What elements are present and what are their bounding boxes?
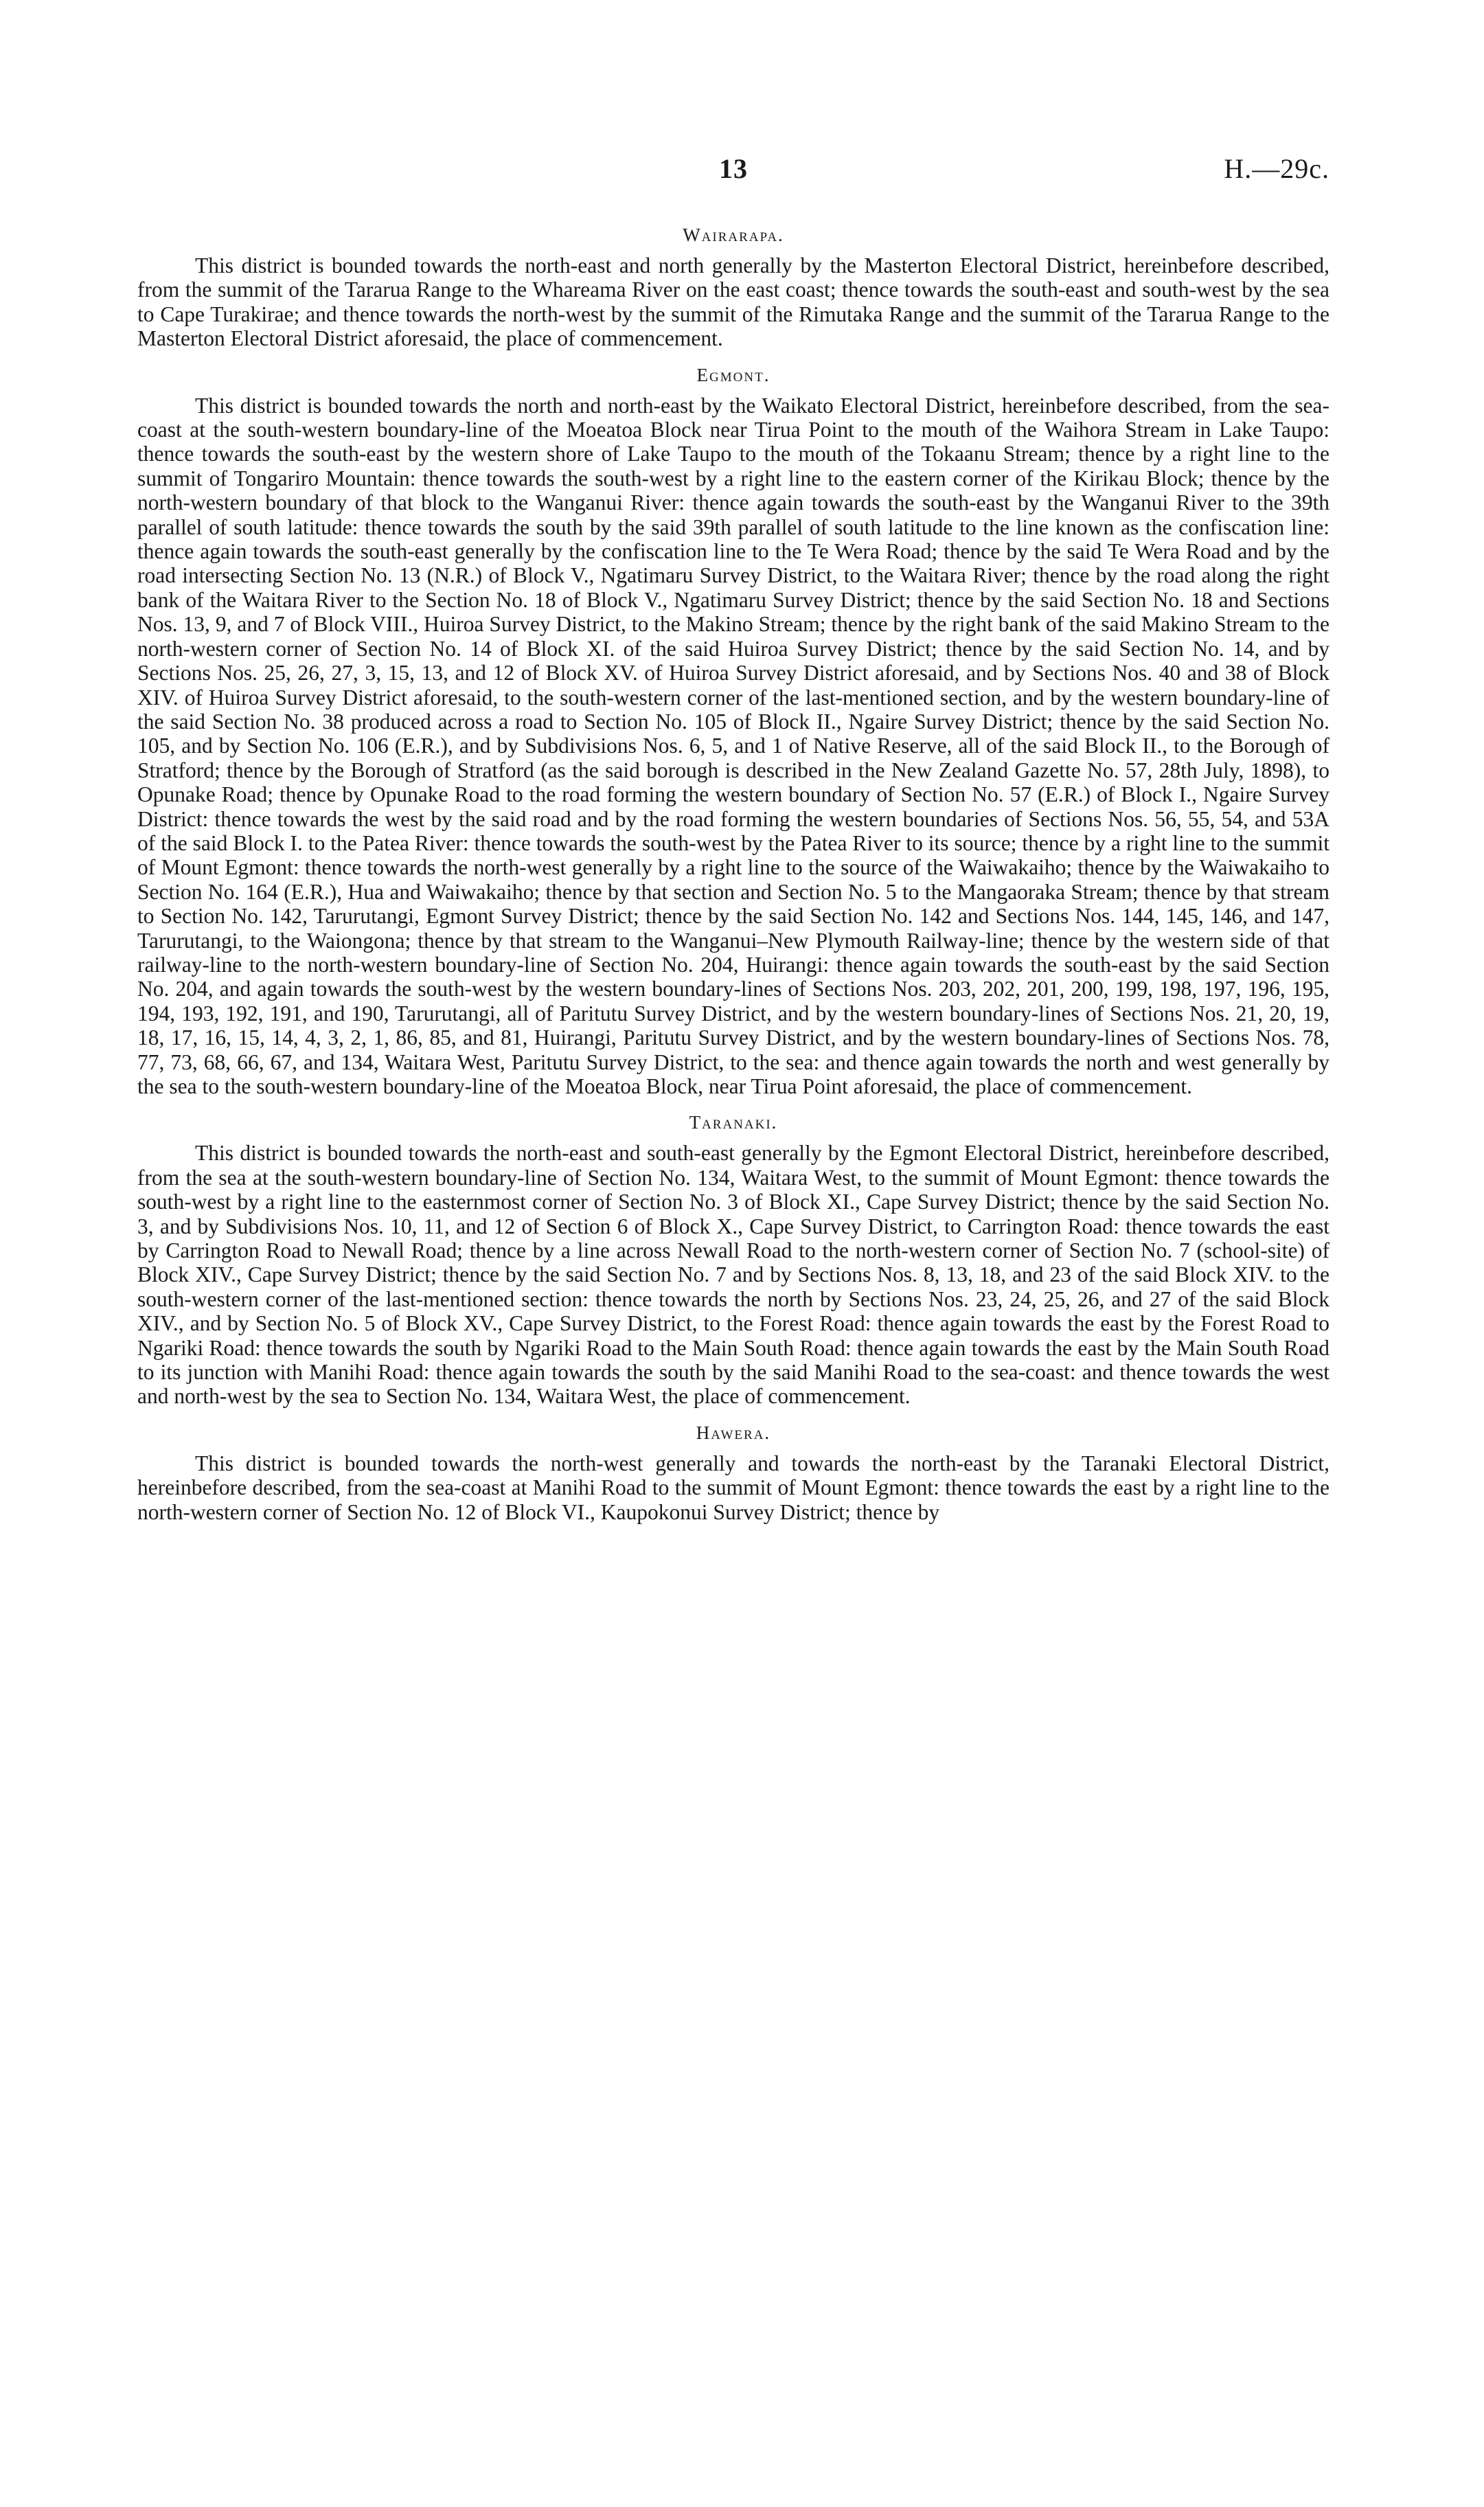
page-number: 13 <box>719 153 748 184</box>
section-wairarapa <box>137 223 1329 351</box>
document-body <box>137 223 1329 1536</box>
section-paragraph: This district is bounded towards the north-east and south-east generally by the Egmont Electoral District, hereinbefore described, from the sea at the south-western boundary-line of Section No. 134, Waitara West, to the summit of Mount Egmont: thence towards the south-west by a right line to the easternmost corner of Section No. 3 of Block XI., Cape Survey District; thence by the said Section No. 3, and by Subdivisions Nos. 10, 11, and 12 of Section 6 of Block X., Cape Survey District, to Carrington Road: thence towards the east by Carrington Road to Newall Road; thence by a line across Newall Road to the north-western corner of Section No. 7 (school-site) of Block XIV., Cape Survey District; thence by the said Section No. 7 and by Sections Nos. 8, 13, 18, and 23 of the said Block XIV. to the south-western corner of the last-mentioned section: thence towards the north by Sections Nos. 23, 24, 25, 26, and 27 of the said Block XIV., and by Section No. 5 of Block XV., Cape Survey District, to the Forest Road: thence again towards the east by the Forest Road to Ngariki Road: thence towards the south by Ngariki Road to the Main South Road: thence again towards the east by the Main South Road to its junction with Manihi Road: thence again towards the south by the said Manihi Road to the sea-coast: and thence towards the west and north-west by the sea to Section No. 134, Waitara West, the place of commencement. <box>137 1141 1329 1409</box>
section-egmont <box>137 363 1329 1099</box>
section-taranaki <box>137 1111 1329 1408</box>
section-paragraph: This district is bounded towards the north and north-east by the Waikato Electoral District, hereinbefore described, from the sea-coast at the south-western boundary-line of the Moeatoa Block near Tirua Point to the mouth of the Waihora Stream in Lake Taupo: thence towards the south-east by the western shore of Lake Taupo to the mouth of the Tokaanu Stream; thence by a right line to the summit of Tongariro Mountain: thence towards the south-west by a right line to the eastern corner of the Kirikau Block; thence by the north-western boundary of that block to the Wanganui River: thence again towards the south-east by the Wanganui River to the 39th parallel of south latitude: thence towards the south by the said 39th parallel of south latitude to the line known as the confiscation line: thence again towards the south-east generally by the confiscation line to the Te Wera Road; thence by the said Te Wera Road and by the road intersecting Section No. 13 (N.R.) of Block V., Ngatimaru Survey District, to the Waitara River; thence by the road along the right bank of the Waitara River to the Section No. 18 of Block V., Ngatimaru Survey District; thence by the said Section No. 18 and Sections Nos. 13, 9, and 7 of Block VIII., Huiroa Survey District, to the Makino Stream; thence by the right bank of the said Makino Stream to the north-western corner of Section No. 14 of Block XI. of the said Huiroa Survey District; thence by the said Section No. 14, and by Sections Nos. 25, 26, 27, 3, 15, 13, and 12 of Block XV. of Huiroa Survey District aforesaid, and by Sections Nos. 40 and 38 of Block XIV. of Huiroa Survey District aforesaid, to the south-western corner of the last-mentioned section, and by the western boundary-line of the said Section No. 38 produced across a road to Section No. 105 of Block II., Ngaire Survey District; thence by the said Section No. 105, and by Section No. 106 (E.R.), and by Subdivisions Nos. 6, 5, and 1 of Native Reserve, all of the said Block II., to the Borough of Stratford; thence by the Borough of Stratford (as the said borough is described in the New Zealand Gazette No. 57, 28th July, 1898), to Opunake Road; thence by Opunake Road to the road forming the western boundary of Section No. 57 (E.R.) of Block I., Ngaire Survey District: thence towards the west by the said road and by the road forming the western boundaries of Sections Nos. 56, 55, 54, and 53A of the said Block I. to the Patea River: thence towards the south-west by the Patea River to its source; thence by a right line to the summit of Mount Egmont: thence towards the north-west generally by a right line to the source of the Waiwakaiho; thence by the Waiwakaiho to Section No. 164 (E.R.), Hua and Waiwakaiho; thence by that section and Section No. 5 to the Mangaoraka Stream; thence by that stream to Section No. 142, Tarurutangi, Egmont Survey District; thence by the said Section No. 142 and Sections Nos. 144, 145, 146, and 147, Tarurutangi, to the Waiongona; thence by that stream to the Wanganui–New Plymouth Railway-line; thence by the western side of that railway-line to the north-western boundary-line of Section No. 204, Huirangi: thence again towards the south-east by the said Section No. 204, and again towards the south-west by the western boundary-lines of Sections Nos. 203, 202, 201, 200, 199, 198, 197, 196, 195, 194, 193, 192, 191, and 190, Tarurutangi, all of Paritutu Survey District, and by the western boundary-lines of Sections Nos. 21, 20, 19, 18, 17, 16, 15, 14, 4, 3, 2, 1, 86, 85, and 81, Huirangi, Paritutu Survey District, and by the western boundary-lines of Sections Nos. 78, 77, 73, 68, 66, 67, and 134, Waitara West, Paritutu Survey District, to the sea: and thence again towards the north and west generally by the sea to the south-western boundary-line of the Moeatoa Block, near Tirua Point aforesaid, the place of commencement. <box>137 393 1329 1098</box>
section-heading: Wairarapa. <box>683 225 784 245</box>
section-heading: Hawera. <box>696 1422 771 1443</box>
section-heading: Taranaki. <box>689 1112 778 1133</box>
document-reference: H.—29c. <box>1224 153 1329 184</box>
section-paragraph: This district is bounded towards the north-east and north generally by the Masterton Electoral District, hereinbefore described, from the summit of the Tararua Range to the Whareama River on the east coast; thence towards the south-east and south-west by the sea to Cape Turakirae; and thence towards the north-west by the summit of the Rimutaka Range and the summit of the Tararua Range to the Masterton Electoral District aforesaid, the place of commencement. <box>137 253 1329 351</box>
section-hawera <box>137 1421 1329 1524</box>
section-paragraph: This district is bounded towards the north-west generally and towards the north-east by the Taranaki Electoral District, hereinbefore described, from the sea-coast at Manihi Road to the summit of Mount Egmont: thence towards the east by a right line to the north-western corner of Section No. 12 of Block VI., Kaupokonui Survey District; thence by <box>137 1451 1329 1524</box>
section-heading: Egmont. <box>696 364 770 385</box>
page-header <box>137 152 1329 194</box>
